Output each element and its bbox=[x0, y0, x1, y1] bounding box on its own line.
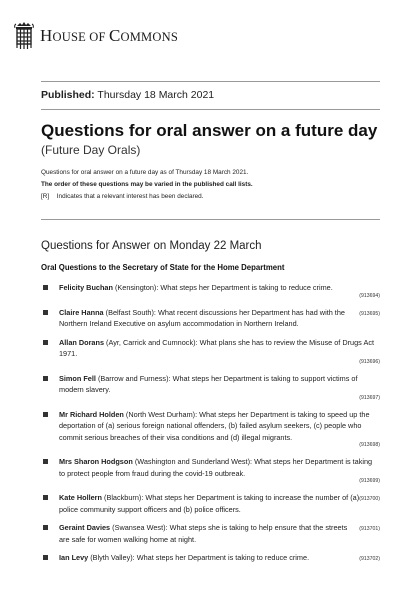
question-item bbox=[41, 552, 380, 564]
member-name: Claire Hanna bbox=[59, 307, 104, 317]
bullet-icon bbox=[43, 495, 48, 500]
question-text: What steps she is taking to help ensure that the streets are safe for women walking home at night. bbox=[59, 523, 348, 544]
member-constituency: (Barrow and Furness): bbox=[97, 373, 171, 383]
question-number: (913695) bbox=[359, 310, 380, 317]
member-constituency: (North West Durham): bbox=[125, 409, 198, 419]
question-item bbox=[41, 492, 380, 515]
member-constituency: (Ayr, Carrick and Cumnock): bbox=[106, 337, 198, 347]
member-name: Mrs Sharon Hodgson bbox=[59, 457, 133, 466]
question-number: (913699) bbox=[359, 478, 380, 484]
member-constituency: (Blackburn): bbox=[104, 493, 144, 502]
member-name: Kate Hollern bbox=[59, 493, 102, 502]
document-title: Questions for oral answer on a future day bbox=[41, 121, 378, 140]
question-item bbox=[41, 282, 380, 300]
question-text: What plans she has to review the Misuse of Drugs Act 1971. bbox=[59, 337, 374, 358]
published-date: Published: Thursday 18 March 2021 bbox=[41, 89, 215, 101]
bullet-icon bbox=[43, 459, 48, 464]
question-text: What steps her Department is taking to protect people from fraud during the covid-19 outbreak. bbox=[59, 457, 373, 478]
divider-intro bbox=[41, 219, 380, 220]
member-constituency: (Swansea West): bbox=[112, 523, 168, 532]
question-text: What steps her Department is taking to increase the number of (a) police community support officers and (b) police officers. bbox=[59, 493, 360, 514]
member-constituency: (Blyth Valley): bbox=[90, 553, 135, 562]
bullet-icon bbox=[43, 340, 48, 345]
question-item bbox=[41, 337, 380, 366]
question-number: (913698) bbox=[359, 442, 380, 448]
question-text: What steps her Department is taking to reduce crime. bbox=[160, 283, 333, 292]
bullet-icon bbox=[43, 310, 48, 315]
bullet-icon bbox=[43, 555, 48, 560]
intro-line-order: The order of these questions may be varied in the published call lists. bbox=[41, 181, 253, 188]
question-item bbox=[41, 373, 380, 402]
house-of-commons-wordmark: HOUSE OF COMMONS bbox=[40, 26, 178, 45]
question-number: (913702) bbox=[359, 556, 380, 562]
intro-notes bbox=[41, 167, 381, 203]
question-item bbox=[41, 307, 380, 330]
intro-line: Questions for oral answer on a future day as of Thursday 18 March 2021. bbox=[41, 169, 249, 176]
question-number: (913700) bbox=[359, 496, 380, 502]
question-text: What steps her Department is taking to support victims of modern slavery. bbox=[59, 373, 358, 394]
divider-published bbox=[41, 109, 380, 110]
masthead bbox=[14, 20, 178, 52]
member-name: Allan Dorans bbox=[59, 337, 105, 347]
bullet-icon bbox=[43, 376, 48, 381]
question-text: What recent discussions her Department has had with the Northern Ireland Executive on asylum accommodation in Northern Ireland. bbox=[59, 307, 345, 328]
divider-top bbox=[41, 81, 380, 82]
question-item bbox=[41, 456, 380, 485]
bullet-icon bbox=[43, 412, 48, 417]
question-number: (913694) bbox=[359, 292, 380, 299]
question-list bbox=[41, 282, 380, 571]
question-item bbox=[41, 522, 380, 545]
question-number: (913696) bbox=[359, 358, 380, 365]
member-constituency: (Washington and Sunderland West): bbox=[134, 457, 253, 466]
question-number: (913697) bbox=[359, 394, 380, 401]
member-name: Simon Fell bbox=[59, 373, 96, 383]
member-name: Geraint Davies bbox=[59, 523, 111, 532]
document-subtitle: (Future Day Orals) bbox=[41, 143, 141, 157]
member-name: Felicity Buchan bbox=[59, 283, 113, 292]
question-number: (913701) bbox=[359, 526, 380, 532]
bullet-icon bbox=[43, 285, 48, 290]
question-text: What steps her Department is taking to speed up the deportation of (a) serious foreign national offenders, (b) failed asylum seekers, (c) people who commit serious breaches of their visa conditions and (d) illegal migrants. bbox=[59, 409, 370, 442]
member-constituency: (Kensington): bbox=[114, 283, 159, 292]
bullet-icon bbox=[43, 525, 48, 530]
member-name: Mr Richard Holden bbox=[59, 409, 124, 419]
question-item bbox=[41, 409, 380, 450]
section-heading: Questions for Answer on Monday 22 March bbox=[41, 240, 262, 252]
question-text: What steps her Department is taking to reduce crime. bbox=[136, 553, 310, 562]
portcullis-icon bbox=[14, 22, 34, 50]
member-constituency: (Belfast South): bbox=[105, 307, 156, 317]
member-name: Ian Levy bbox=[59, 553, 89, 562]
department-heading: Oral Questions to the Secretary of State for the Home Department bbox=[41, 263, 285, 272]
interest-note: [R] Indicates that a relevant interest has been declared. bbox=[41, 193, 204, 200]
